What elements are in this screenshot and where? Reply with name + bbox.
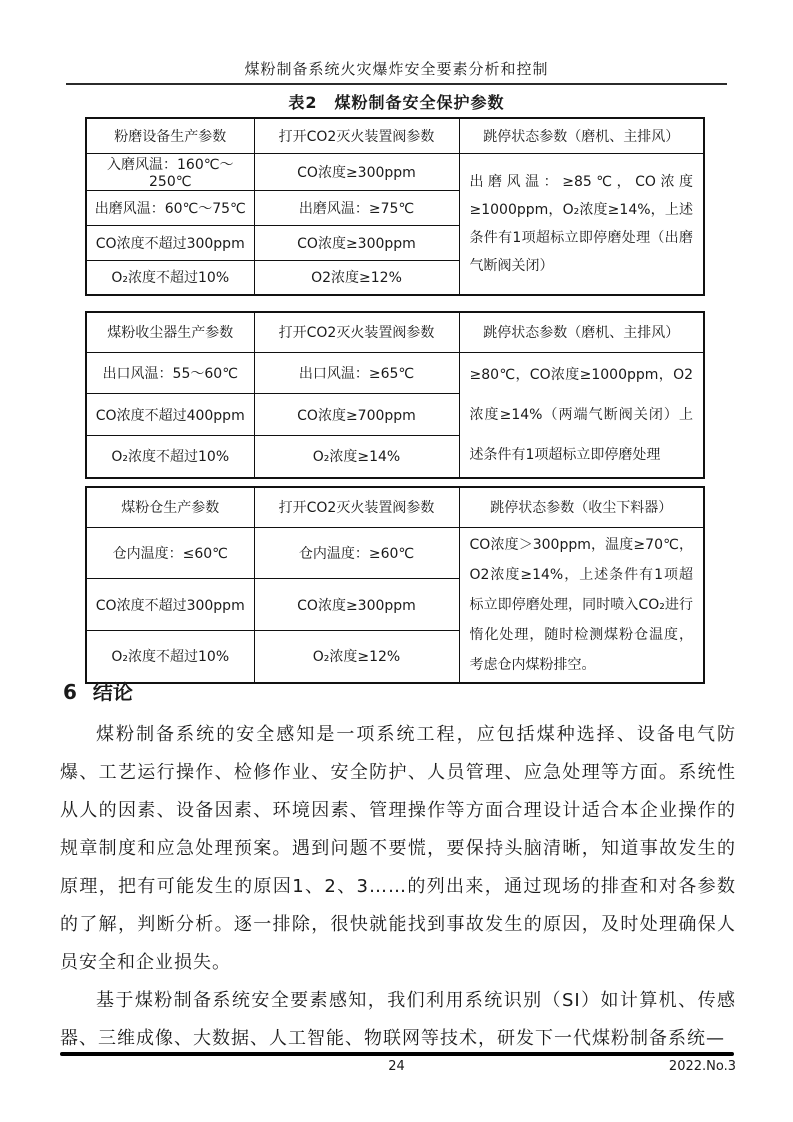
trip-condition-cell: CO浓度＞300ppm，温度≥70℃，O2浓度≥14%，上述条件有1项超标立即停磨处理，同时喷入CO₂进行惰化处理，随时检测煤粉仓温度，考虑仓内煤粉排空。 xyxy=(459,527,704,683)
production-cell: O₂浓度不超过10% xyxy=(86,436,254,478)
production-cell: CO浓度不超过300ppm xyxy=(86,225,254,260)
issue-label: 2022.No.3 xyxy=(668,1059,736,1074)
col-header-production: 粉磨设备生产参数 xyxy=(86,118,254,153)
body-text xyxy=(60,716,736,1058)
col-header-trip: 跳停状态参数（磨机、主排风） xyxy=(459,312,704,352)
trip-condition-cell: 出磨风温：≥85℃，CO浓度≥1000ppm，O₂浓度≥14%，上述条件有1项超标立即停磨处理（出磨气断阀关闭） xyxy=(459,153,704,295)
col-header-valve: 打开CO2灭火装置阀参数 xyxy=(254,487,459,527)
table-header-row xyxy=(86,487,704,527)
table-dust-collector xyxy=(85,311,705,479)
valve-cell: CO浓度≥700ppm xyxy=(254,394,459,436)
production-cell: 入磨风温：160℃～250℃ xyxy=(86,153,254,190)
paragraph: 煤粉制备系统的安全感知是一项系统工程，应包括煤种选择、设备电气防爆、工艺运行操作、检修作业、安全防护、人员管理、应急处理等方面。系统性从人的因素、设备因素、环境因素、管理操作等方面合理设计适合本企业操作的规章制度和应急处理预案。遇到问题不要慌，要保持头脑清晰，知道事故发生的原理，把有可能发生的原因1、2、3……的列出来，通过现场的排查和对各参数的了解，判断分析。逐一排除，很快就能找到事故发生的原因，及时处理确保人员安全和企业损失。 xyxy=(60,724,736,973)
col-header-trip: 跳停状态参数（磨机、主排风） xyxy=(459,118,704,153)
trip-condition-cell: ≥80℃，CO浓度≥1000ppm，O2浓度≥14%（两端气断阀关闭）上述条件有1项超标立即停磨处理 xyxy=(459,352,704,478)
table-header-row xyxy=(86,118,704,153)
table-row xyxy=(86,527,704,579)
production-cell: CO浓度不超过300ppm xyxy=(86,579,254,631)
col-header-production: 煤粉收尘器生产参数 xyxy=(86,312,254,352)
production-cell: 仓内温度：≤60℃ xyxy=(86,527,254,579)
table-coal-powder-silo xyxy=(85,486,705,684)
production-cell: O₂浓度不超过10% xyxy=(86,260,254,295)
valve-cell: CO浓度≥300ppm xyxy=(254,579,459,631)
table-row xyxy=(86,352,704,394)
header-rule xyxy=(66,83,727,85)
production-cell: 出口风温：55～60℃ xyxy=(86,352,254,394)
valve-cell: O₂浓度≥14% xyxy=(254,436,459,478)
table-grinding-equipment xyxy=(85,117,705,296)
running-title: 煤粉制备系统火灾爆炸安全要素分析和控制 xyxy=(244,60,549,78)
production-cell: 出磨风温：60℃～75℃ xyxy=(86,190,254,225)
valve-cell: CO浓度≥300ppm xyxy=(254,225,459,260)
valve-cell: 出磨风温：≥75℃ xyxy=(254,190,459,225)
col-header-valve: 打开CO2灭火装置阀参数 xyxy=(254,118,459,153)
col-header-trip: 跳停状态参数（收尘下料器） xyxy=(459,487,704,527)
valve-cell: CO浓度≥300ppm xyxy=(254,153,459,190)
paragraph: 基于煤粉制备系统安全要素感知，我们利用系统识别（SI）如计算机、传感器、三维成像、大数据、人工智能、物联网等技术，研发下一代煤粉制备系统— xyxy=(60,990,736,1049)
col-header-valve: 打开CO2灭火装置阀参数 xyxy=(254,312,459,352)
section-title: 结论 xyxy=(92,680,133,704)
production-cell: CO浓度不超过400ppm xyxy=(86,394,254,436)
table-caption: 表2 煤粉制备安全保护参数 xyxy=(288,93,505,112)
valve-cell: 仓内温度：≥60℃ xyxy=(254,527,459,579)
section-number: 6 xyxy=(63,680,77,704)
table-row xyxy=(86,153,704,190)
production-cell: O₂浓度不超过10% xyxy=(86,631,254,683)
table-header-row xyxy=(86,312,704,352)
footer-rule xyxy=(60,1052,734,1056)
valve-cell: 出口风温：≥65℃ xyxy=(254,352,459,394)
page-number: 24 xyxy=(388,1059,405,1074)
valve-cell: O2浓度≥12% xyxy=(254,260,459,295)
col-header-production: 煤粉仓生产参数 xyxy=(86,487,254,527)
valve-cell: O₂浓度≥12% xyxy=(254,631,459,683)
section-heading xyxy=(63,679,133,706)
